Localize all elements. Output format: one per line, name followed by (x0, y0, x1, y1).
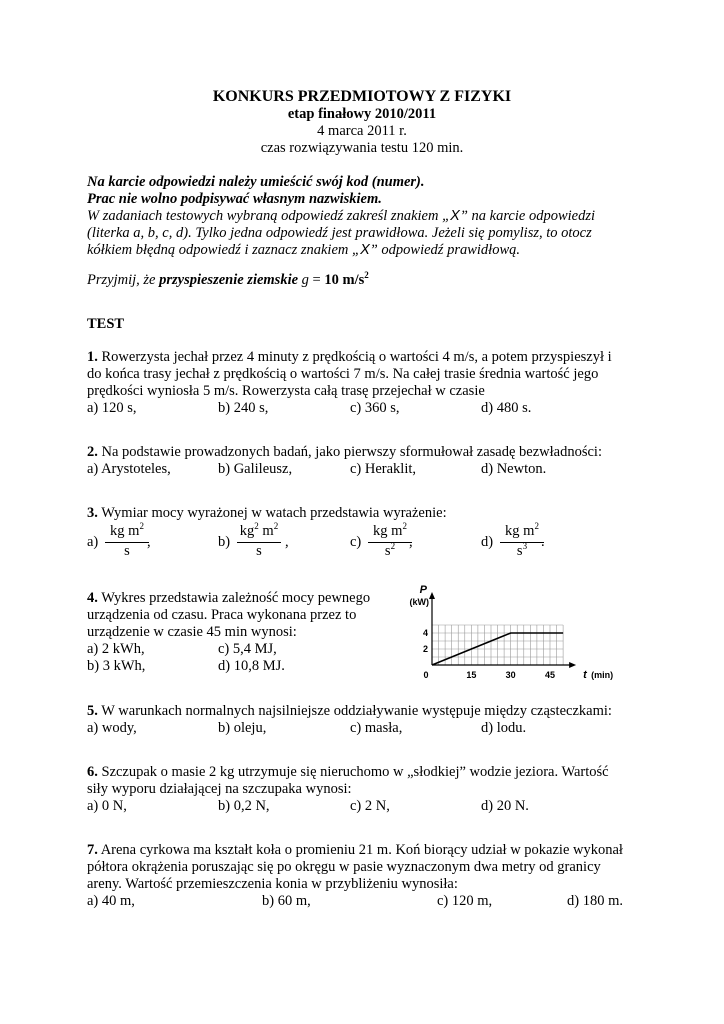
instruction-marking (87, 208, 595, 225)
q6-option-a[interactable]: a) 0 N, (87, 798, 127, 814)
q1-option-a[interactable]: a) 120 s, (87, 400, 137, 416)
q3-b-den-text: s (256, 543, 262, 559)
x-tick-label: 45 (544, 670, 556, 680)
y-tick-label: 4 (422, 628, 428, 638)
q3-b-num2-text: m (258, 523, 274, 539)
q3-c-num-text: kg m (373, 523, 403, 539)
q2-option-c[interactable]: c) Heraklit, (350, 461, 417, 477)
q7-text1: Arena cyrkowa ma kształt koła o promieniu 21 m. Koń biorący udział w pokazie wykonał (97, 842, 623, 858)
q1-line3: prędkości wyniosła 5 m/s. Rowerzysta całą trasę przejechał w czasie (87, 383, 485, 399)
y-tick-label: 2 (422, 644, 428, 654)
q7-option-b[interactable]: b) 60 m, (262, 893, 311, 909)
q4-text1: Wykres przedstawia zależność mocy pewnego (97, 590, 371, 606)
q3-option-d-label[interactable]: d) (481, 534, 494, 550)
instruction-signature: Prac nie wolno podpisywać własnym nazwiskiem. (87, 191, 382, 207)
q5-option-b[interactable]: b) oleju, (218, 720, 267, 736)
q6-option-b[interactable]: b) 0,2 N, (218, 798, 270, 814)
x-axis-arrow (569, 662, 576, 668)
q3-b-num1-exp: 2 (254, 521, 259, 532)
gravity-exponent: 2 (364, 270, 369, 281)
q4-option-a[interactable]: a) 2 kWh, (87, 641, 145, 657)
q1-number: 1. (87, 349, 98, 365)
x-mark: X (450, 208, 460, 224)
gravity-prefix: Przyjmij, że (87, 272, 160, 288)
q3-a-denominator (101, 544, 153, 559)
q3-option-b-label[interactable]: b) (218, 534, 231, 550)
q3-number: 3. (87, 505, 98, 521)
q6-line2: siły wyporu działającej na szczupaka wynosi: (87, 781, 352, 797)
q2-option-a[interactable]: a) Arystoteles, (87, 461, 171, 477)
q3-d-separator: . (541, 534, 545, 550)
q5-option-c[interactable]: c) masła, (350, 720, 403, 736)
q6-text1: Szczupak o masie 2 kg utrzymuje się nieruchomo w „słodkiej” wodzie jeziora. Wartość (97, 764, 609, 780)
q2-option-d[interactable]: d) Newton. (481, 461, 547, 477)
q3-c-den-text: s (384, 543, 391, 559)
power-time-chart (400, 583, 614, 683)
q4-line1 (87, 590, 370, 607)
exam-duration: czas rozwiązywania testu 120 min. (260, 140, 464, 156)
q2-number: 2. (87, 444, 98, 460)
q3-option-a-label[interactable]: a) (87, 534, 99, 550)
instruction-correction-b: ” odpowiedź prawidłową. (369, 242, 520, 258)
q2-text1: Na podstawie prowadzonych badań, jako pierwszy sformułował zasadę bezwładności: (97, 444, 602, 460)
y-axis-label: P (419, 584, 427, 596)
x-axis-unit: (min) (591, 670, 614, 680)
q4-option-d[interactable]: d) 10,8 MJ. (218, 658, 285, 674)
q1-option-c[interactable]: c) 360 s, (350, 400, 400, 416)
q3-a-num-text: kg m (110, 523, 140, 539)
gravity-value: 10 m/s (324, 272, 365, 288)
q5-number: 5. (87, 703, 98, 719)
q5-text1: W warunkach normalnych najsilniejsze oddziaływanie występuje między cząsteczkami: (97, 703, 612, 719)
q3-text1: Wymiar mocy wyrażonej w watach przedstawia wyrażenie: (97, 505, 447, 521)
q7-option-d[interactable]: d) 180 m. (567, 893, 623, 909)
q3-a-den-text: s (124, 543, 130, 559)
page-title: KONKURS PRZEDMIOTOWY Z FIZYKI (212, 88, 512, 105)
q7-line3: areny. Wartość przemieszczenia konia w przybliżeniu wynosiła: (87, 876, 458, 892)
q1-line1 (87, 349, 612, 366)
q3-b-numerator (233, 521, 285, 539)
q3-b-denominator (233, 544, 285, 559)
q6-option-d[interactable]: d) 20 N. (481, 798, 529, 814)
gravity-note (87, 272, 369, 289)
q3-c-den-exp: 2 (390, 541, 396, 552)
x-tick-label: 0 (423, 670, 429, 680)
x-axis-label: t (583, 669, 587, 681)
q4-option-b[interactable]: b) 3 kWh, (87, 658, 146, 674)
y-axis-unit: (kW) (409, 597, 429, 607)
q3-option-c-label[interactable]: c) (350, 534, 362, 550)
instruction-correction-a: kółkiem błędną odpowiedź i zaznacz znakiem „ (87, 242, 361, 258)
q2-option-b[interactable]: b) Galileusz, (218, 461, 293, 477)
q4-number: 4. (87, 590, 98, 606)
q3-c-separator: , (409, 534, 413, 550)
q1-option-b[interactable]: b) 240 s, (218, 400, 269, 416)
q3-d-den-exp: 3 (522, 541, 528, 552)
q3-d-num-text: kg m (505, 523, 535, 539)
q6-option-c[interactable]: c) 2 N, (350, 798, 390, 814)
q3-b-num2-exp: 2 (273, 521, 279, 532)
y-axis-arrow (429, 592, 435, 599)
exam-date: 4 marca 2011 r. (317, 123, 407, 139)
q7-option-a[interactable]: a) 40 m, (87, 893, 135, 909)
x-tick-label: 30 (505, 670, 516, 680)
q2-line1 (87, 444, 602, 461)
section-heading: TEST (87, 316, 125, 332)
q3-a-num-exp: 2 (139, 521, 144, 532)
q3-d-num-exp: 2 (534, 521, 539, 532)
q7-option-c[interactable]: c) 120 m, (437, 893, 493, 909)
instruction-correction (87, 242, 520, 259)
q7-line1 (87, 842, 623, 859)
x-tick-label: 15 (466, 670, 477, 680)
q3-line1 (87, 505, 447, 522)
q3-b-num1-text: kg (239, 523, 255, 539)
q3-a-numerator (101, 521, 153, 539)
q7-line2: półtora okrążenia poruszając się po okręgu w pasie wyznaczonym dwa metry od granicy (87, 859, 601, 875)
q3-d-den-text: s (516, 543, 523, 559)
q6-number: 6. (87, 764, 98, 780)
q1-text1: Rowerzysta jechał przez 4 minuty z prędkością o wartości 4 m/s, a potem przyspieszył i (97, 349, 612, 365)
q6-line1 (87, 764, 609, 781)
instruction-code: Na karcie odpowiedzi należy umieścić swój kod (numer). (87, 174, 425, 190)
q5-line1 (87, 703, 612, 720)
q7-number: 7. (87, 842, 98, 858)
x-mark-2: X (360, 242, 370, 258)
q1-option-d[interactable]: d) 480 s. (481, 400, 532, 416)
gravity-term: przyspieszenie ziemskie (159, 272, 299, 288)
q1-line2: do końca trasy jechał z prędkością o wartości 7 m/s. Na całej trasie średnia wartość jego (87, 366, 599, 382)
q5-option-a[interactable]: a) wody, (87, 720, 137, 736)
instruction-marking-a: W zadaniach testowych wybraną odpowiedź zakreśl znakiem „ (87, 208, 451, 224)
q4-option-c[interactable]: c) 5,4 MJ, (218, 641, 277, 657)
q3-a-separator: , (147, 534, 151, 550)
instruction-answer-letters: (literka a, b, c, d). Tylko jedna odpowiedź jest prawidłowa. Jeżeli się pomylisz, to otocz (87, 225, 592, 241)
q5-option-d[interactable]: d) lodu. (481, 720, 527, 736)
q4-line2: urządzenia od czasu. Praca wykonana przez to (87, 607, 357, 623)
q3-b-separator: , (285, 534, 289, 550)
q4-line3: urządzenie w czasie 45 min wynosi: (87, 624, 297, 640)
stage-subtitle: etap finałowy 2010/2011 (287, 106, 437, 122)
instruction-marking-b: ” na karcie odpowiedzi (459, 208, 595, 224)
gravity-symbol: g (298, 272, 309, 288)
gravity-equals: = (308, 272, 325, 288)
q3-c-num-exp: 2 (402, 521, 407, 532)
